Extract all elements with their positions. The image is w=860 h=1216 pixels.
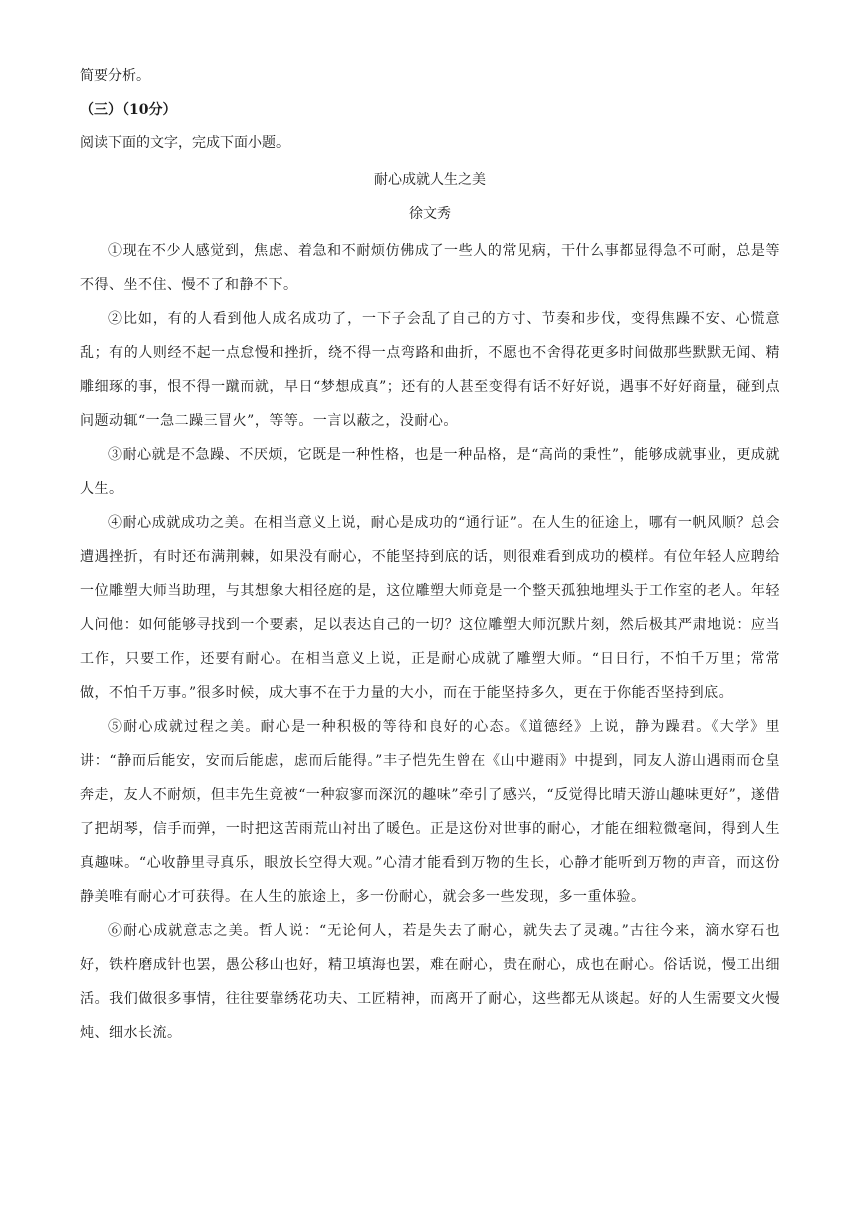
reading-instruction: 阅读下面的文字，完成下面小题。 [80,135,290,151]
paragraph-5: ⑤耐心成就过程之美。耐心是一种积极的等待和良好的心态。《道德经》上说，静为躁君。《大学》里讲：“静而后能安，安而后能虑，虑而后能得。”丰子恺先生曾在《山中避雨》中提到，同友人游山遇雨而仓皇奔走，友人不耐烦，但丰先生竟被“一种寂寥而深沉的趣味”牵引了感兴，“反觉得比晴天游山趣味更好”，遂借了把胡琴，信手而弹，一时把这苦雨荒山衬出了暖色。正是这份对世事的耐心，才能在细粒微毫间，得到人生真趣味。“心收静里寻真乐，眼放长空得大观。”心清才能看到万物的生长，心静才能听到万物的声音，而这份静美唯有耐心才可获得。在人生的旅途上，多一份耐心，就会多一些发现，多一重体验。 [80,719,780,905]
paragraph-6: ⑥耐心成就意志之美。哲人说：“无论何人，若是失去了耐心，就失去了灵魂。”古往今来，滴水穿石也好，铁杵磨成针也罢，愚公移山也好，精卫填海也罢，难在耐心，贵在耐心，成也在耐心。俗话说，慢工出细活。我们做很多事情，往往要靠绣花功夫、工匠精神，而离开了耐心，这些都无从谈起。好的人生需要文火慢炖、细水长流。 [80,923,780,1041]
paragraph-4: ④耐心成就成功之美。在相当意义上说，耐心是成功的“通行证”。在人生的征途上，哪有一帆风顺？总会遭遇挫折，有时还布满荆棘，如果没有耐心，不能坚持到底的话，则很难看到成功的模样。有位年轻人应聘给一位雕塑大师当助理，与其想象大相径庭的是，这位雕塑大师竟是一个整天孤独地埋头于工作室的老人。年轻人问他：如何能够寻找到一个要素，足以表达自己的一切？这位雕塑大师沉默片刻，然后极其严肃地说：应当工作，只要工作，还要有耐心。在相当意义上说，正是耐心成就了雕塑大师。“日日行，不怕千万里；常常做，不怕千万事。”很多时候，成大事不在于力量的大小，而在于能坚持多久，更在于你能否坚持到底。 [80,515,780,701]
article-author: 徐文秀 [409,206,451,222]
section-heading: （三）（10分） [80,102,177,118]
document-page [80,66,780,1050]
paragraph-1: ①现在不少人感觉到，焦虑、着急和不耐烦仿佛成了一些人的常见病，干什么事都显得急不可耐，总是等不得、坐不住、慢不了和静不下。 [80,243,780,293]
article-body [80,234,780,1050]
paragraph-2: ②比如，有的人看到他人成名成功了，一下子会乱了自己的方寸、节奏和步伐，变得焦躁不安、心慌意乱；有的人则经不起一点怠慢和挫折，绕不得一点弯路和曲折，不愿也不舍得花更多时间做那些默默无闻、精雕细琢的事，恨不得一蹴而就，早日“梦想成真”；还有的人甚至变得有话不好好说，遇事不好好商量，碰到点问题动辄“一急二躁三冒火”，等等。一言以蔽之，没耐心。 [80,311,780,429]
lead-text: 简要分析。 [80,68,150,84]
paragraph-3: ③耐心就是不急躁、不厌烦，它既是一种性格，也是一种品格，是“高尚的秉性”，能够成就事业，更成就人生。 [80,447,780,497]
article-title: 耐心成就人生之美 [374,172,486,188]
